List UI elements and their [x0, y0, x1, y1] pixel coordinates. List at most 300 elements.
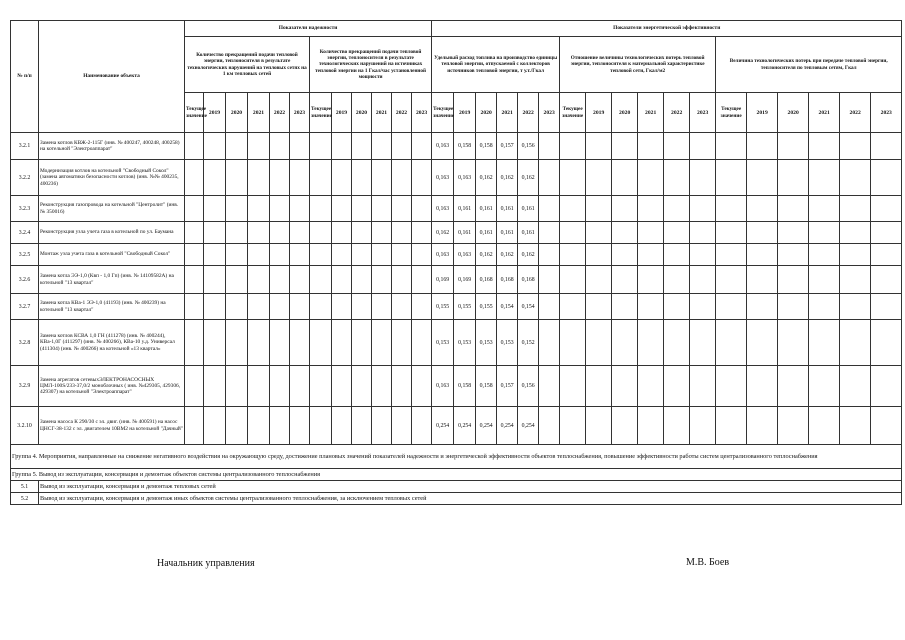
empty-cell — [392, 407, 412, 445]
empty-cell — [612, 294, 638, 320]
empty-cell — [840, 294, 871, 320]
empty-cell — [586, 222, 612, 244]
empty-cell — [332, 133, 352, 160]
year-header: 2020 — [226, 93, 248, 133]
empty-cell — [747, 320, 778, 366]
empty-cell — [539, 366, 560, 407]
object-name: Замена агрегатов сетевыхЭЛЕКТРОНАСОСНЫХ ЦМЛ-100S/233-37,0/2 моноблочных ( инв. №429305, 429306, 429307) на котельной "Электроаппарат" — [39, 366, 185, 407]
fuel-year-value: 0,153 — [476, 320, 497, 366]
empty-cell — [372, 222, 392, 244]
fuel-year-value: 0,155 — [476, 294, 497, 320]
empty-cell — [871, 366, 902, 407]
empty-cell — [226, 244, 248, 266]
empty-cell — [392, 133, 412, 160]
empty-cell — [226, 196, 248, 222]
empty-cell — [226, 320, 248, 366]
year-header: 2020 — [476, 93, 497, 133]
empty-cell — [185, 294, 204, 320]
empty-cell — [840, 366, 871, 407]
fuel-year-value: 0,158 — [454, 366, 476, 407]
empty-cell — [612, 222, 638, 244]
empty-cell — [290, 196, 310, 222]
empty-cell — [612, 320, 638, 366]
object-name: Модернизация котлов на котельной "Свободный Сокол" (замена автоматики безопасности котлов) (инв. №№ 400235, 400236) — [39, 160, 185, 196]
empty-cell — [840, 133, 871, 160]
empty-cell — [372, 366, 392, 407]
header-efficiency: Показатели энергетической эффективности — [432, 21, 902, 37]
empty-cell — [392, 320, 412, 366]
empty-cell — [412, 407, 432, 445]
current-value-header: Текущее значение — [560, 93, 586, 133]
empty-cell — [560, 320, 586, 366]
empty-cell — [560, 196, 586, 222]
fuel-year-value: 0,156 — [518, 366, 539, 407]
row-number: 3.2.2 — [11, 160, 39, 196]
empty-cell — [778, 407, 809, 445]
empty-cell — [270, 222, 290, 244]
empty-cell — [840, 222, 871, 244]
empty-cell — [690, 160, 716, 196]
empty-cell — [840, 244, 871, 266]
object-name: Замена насоса К 290/30 с эл. двиг. (инв. № 400591) на насос ЦНСГ-38-132 с эл. двигателем 10ВМ2 на котельной "Дачный" — [39, 407, 185, 445]
row-number: 3.2.8 — [11, 320, 39, 366]
fuel-year-value: 0,162 — [476, 160, 497, 196]
empty-cell — [809, 320, 840, 366]
year-header: 2022 — [518, 93, 539, 133]
year-header: 2023 — [690, 93, 716, 133]
header-num: № п/п — [11, 21, 39, 133]
empty-cell — [352, 133, 372, 160]
empty-cell — [809, 222, 840, 244]
fuel-year-value: 0,161 — [476, 196, 497, 222]
empty-cell — [290, 320, 310, 366]
empty-cell — [716, 196, 747, 222]
fuel-year-value: 0,155 — [454, 294, 476, 320]
empty-cell — [185, 133, 204, 160]
row-number: 3.2.7 — [11, 294, 39, 320]
group-row-text: Вывод из эксплуатации, консервация и демонтаж тепловых сетей — [39, 481, 902, 493]
empty-cell — [270, 266, 290, 294]
empty-cell — [871, 320, 902, 366]
fuel-year-value: 0,158 — [454, 133, 476, 160]
table-row — [11, 366, 902, 407]
indicator-group-header: Количество прекращений подачи тепловой энергии, теплоносителя в результате технологических нарушений на источниках тепловой энергии на 1 Гкал/час установленной мощности — [310, 37, 432, 93]
year-header: 2023 — [412, 93, 432, 133]
empty-cell — [586, 133, 612, 160]
empty-cell — [638, 160, 664, 196]
empty-cell — [690, 196, 716, 222]
row-number: 3.2.3 — [11, 196, 39, 222]
empty-cell — [392, 244, 412, 266]
empty-cell — [716, 160, 747, 196]
empty-cell — [716, 222, 747, 244]
empty-cell — [226, 294, 248, 320]
empty-cell — [185, 196, 204, 222]
empty-cell — [372, 196, 392, 222]
empty-cell — [310, 294, 332, 320]
empty-cell — [690, 407, 716, 445]
empty-cell — [690, 266, 716, 294]
table-row — [11, 266, 902, 294]
empty-cell — [310, 366, 332, 407]
fuel-current: 0,155 — [432, 294, 454, 320]
indicator-group-header: Удельный расход топлива на производство единицы тепловой энергии, отпускаемой с коллекторов источников тепловой энергии, т у.т./Гкал — [432, 37, 560, 93]
empty-cell — [226, 222, 248, 244]
empty-cell — [248, 244, 270, 266]
empty-cell — [185, 244, 204, 266]
empty-cell — [290, 294, 310, 320]
empty-cell — [185, 266, 204, 294]
fuel-year-value: 0,254 — [454, 407, 476, 445]
empty-cell — [778, 320, 809, 366]
year-header: 2020 — [778, 93, 809, 133]
empty-cell — [310, 196, 332, 222]
fuel-year-value: 0,161 — [518, 196, 539, 222]
empty-cell — [372, 266, 392, 294]
empty-cell — [352, 160, 372, 196]
empty-cell — [747, 266, 778, 294]
fuel-year-value: 0,153 — [454, 320, 476, 366]
year-header: 2023 — [871, 93, 902, 133]
empty-cell — [412, 320, 432, 366]
empty-cell — [560, 133, 586, 160]
empty-cell — [840, 266, 871, 294]
fuel-current: 0,163 — [432, 133, 454, 160]
empty-cell — [560, 160, 586, 196]
empty-cell — [248, 320, 270, 366]
empty-cell — [560, 366, 586, 407]
table-row — [11, 294, 902, 320]
empty-cell — [638, 196, 664, 222]
empty-cell — [664, 133, 690, 160]
year-header: 2019 — [586, 93, 612, 133]
empty-cell — [871, 196, 902, 222]
empty-cell — [248, 266, 270, 294]
object-name: Замена котла КВа-1 ЭЭ-1,0 (41193) (инв. № 400239) на котельной "13 квартал" — [39, 294, 185, 320]
empty-cell — [185, 407, 204, 445]
empty-cell — [778, 160, 809, 196]
empty-cell — [270, 366, 290, 407]
year-header: 2022 — [664, 93, 690, 133]
object-name: Замена котла ЭЭ-1,0 (Квп - 1,0 Гп) (инв. № 14109582А) на котельной "13 квартал" — [39, 266, 185, 294]
empty-cell — [638, 294, 664, 320]
group-row — [11, 481, 902, 493]
fuel-current: 0,163 — [432, 196, 454, 222]
empty-cell — [372, 294, 392, 320]
fuel-year-value: 0,161 — [454, 196, 476, 222]
empty-cell — [586, 366, 612, 407]
row-number: 3.2.4 — [11, 222, 39, 244]
empty-cell — [560, 407, 586, 445]
object-name: Реконструкция узла учета газа в котельной по ул. Баумана — [39, 222, 185, 244]
empty-cell — [226, 366, 248, 407]
empty-cell — [185, 320, 204, 366]
empty-cell — [560, 294, 586, 320]
empty-cell — [270, 133, 290, 160]
fuel-year-value: 0,162 — [497, 244, 518, 266]
indicator-group-header: Количество прекращений подачи тепловой энергии, теплоносителя в результате технологических нарушений на тепловых сетях на 1 км тепловых сетей — [185, 37, 310, 93]
current-value-header: Текущее значение — [310, 93, 332, 133]
empty-cell — [539, 294, 560, 320]
empty-cell — [809, 266, 840, 294]
empty-cell — [871, 294, 902, 320]
fuel-year-value: 0,163 — [454, 160, 476, 196]
empty-cell — [586, 407, 612, 445]
empty-cell — [809, 196, 840, 222]
fuel-year-value: 0,254 — [518, 407, 539, 445]
empty-cell — [871, 160, 902, 196]
empty-cell — [372, 320, 392, 366]
empty-cell — [539, 407, 560, 445]
empty-cell — [352, 222, 372, 244]
empty-cell — [612, 407, 638, 445]
empty-cell — [290, 407, 310, 445]
empty-cell — [392, 366, 412, 407]
empty-cell — [290, 366, 310, 407]
fuel-year-value: 0,152 — [518, 320, 539, 366]
empty-cell — [204, 366, 226, 407]
empty-cell — [392, 196, 412, 222]
fuel-year-value: 0,161 — [518, 222, 539, 244]
year-header: 2022 — [392, 93, 412, 133]
fuel-year-value: 0,168 — [518, 266, 539, 294]
empty-cell — [539, 320, 560, 366]
empty-cell — [270, 160, 290, 196]
empty-cell — [716, 320, 747, 366]
group-row — [11, 493, 902, 505]
empty-cell — [840, 160, 871, 196]
empty-cell — [204, 266, 226, 294]
empty-cell — [248, 133, 270, 160]
empty-cell — [204, 320, 226, 366]
table-row — [11, 160, 902, 196]
empty-cell — [270, 294, 290, 320]
empty-cell — [778, 244, 809, 266]
empty-cell — [539, 133, 560, 160]
fuel-year-value: 0,254 — [497, 407, 518, 445]
year-header: 2019 — [747, 93, 778, 133]
group-row-number: 5.1 — [11, 481, 39, 493]
empty-cell — [352, 320, 372, 366]
empty-cell — [270, 196, 290, 222]
empty-cell — [638, 266, 664, 294]
object-name: Замена котлов КВЖ-2-115Г (инв. № 400247, 400248, 400258) на котельной "Электроаппарат" — [39, 133, 185, 160]
current-value-header: Текущее значение — [432, 93, 454, 133]
fuel-year-value: 0,161 — [454, 222, 476, 244]
current-value-header: Текущее значение — [185, 93, 204, 133]
table-row — [11, 196, 902, 222]
fuel-year-value: 0,168 — [497, 266, 518, 294]
empty-cell — [690, 320, 716, 366]
fuel-year-value: 0,157 — [497, 366, 518, 407]
empty-cell — [412, 196, 432, 222]
empty-cell — [638, 366, 664, 407]
empty-cell — [248, 407, 270, 445]
empty-cell — [372, 160, 392, 196]
empty-cell — [204, 407, 226, 445]
empty-cell — [638, 320, 664, 366]
empty-cell — [612, 244, 638, 266]
empty-cell — [332, 407, 352, 445]
empty-cell — [778, 294, 809, 320]
empty-cell — [809, 407, 840, 445]
header-row-1 — [11, 21, 902, 37]
empty-cell — [664, 244, 690, 266]
fuel-current: 0,169 — [432, 266, 454, 294]
empty-cell — [664, 366, 690, 407]
empty-cell — [690, 366, 716, 407]
empty-cell — [871, 133, 902, 160]
row-number: 3.2.5 — [11, 244, 39, 266]
signature-title: Начальник управления — [157, 558, 255, 569]
empty-cell — [690, 133, 716, 160]
empty-cell — [392, 266, 412, 294]
empty-cell — [226, 266, 248, 294]
signer-name: М.В. Боев — [686, 557, 730, 568]
empty-cell — [560, 222, 586, 244]
empty-cell — [586, 320, 612, 366]
empty-cell — [290, 244, 310, 266]
empty-cell — [716, 294, 747, 320]
fuel-year-value: 0,154 — [518, 294, 539, 320]
empty-cell — [412, 160, 432, 196]
empty-cell — [612, 266, 638, 294]
empty-cell — [332, 294, 352, 320]
empty-cell — [747, 133, 778, 160]
empty-cell — [747, 160, 778, 196]
empty-cell — [310, 222, 332, 244]
year-header: 2021 — [638, 93, 664, 133]
fuel-current: 0,254 — [432, 407, 454, 445]
empty-cell — [290, 222, 310, 244]
empty-cell — [204, 133, 226, 160]
empty-cell — [372, 407, 392, 445]
fuel-year-value: 0,162 — [497, 160, 518, 196]
empty-cell — [747, 244, 778, 266]
header-reliability: Показатели надежности — [185, 21, 432, 37]
empty-cell — [638, 222, 664, 244]
empty-cell — [248, 366, 270, 407]
year-header: 2019 — [204, 93, 226, 133]
year-header: 2021 — [372, 93, 392, 133]
empty-cell — [664, 320, 690, 366]
empty-cell — [809, 160, 840, 196]
empty-cell — [310, 244, 332, 266]
empty-cell — [664, 266, 690, 294]
year-header: 2021 — [497, 93, 518, 133]
empty-cell — [332, 222, 352, 244]
year-header: 2023 — [290, 93, 310, 133]
empty-cell — [248, 222, 270, 244]
fuel-year-value: 0,161 — [476, 222, 497, 244]
empty-cell — [226, 133, 248, 160]
fuel-year-value: 0,168 — [476, 266, 497, 294]
empty-cell — [185, 366, 204, 407]
group-row-text: Группа 4. Мероприятия, направленные на снижение негативного воздействия на окружающую среду, достижение плановых значений показателей надежности и энергетической эффективности объектов теплоснабжения, повышение эффективности работы систем централизованного теплоснабжения — [11, 445, 902, 469]
empty-cell — [778, 196, 809, 222]
fuel-year-value: 0,162 — [518, 244, 539, 266]
empty-cell — [747, 222, 778, 244]
indicator-group-header: Отношение величины технологических потерь тепловой энергии, теплоносителя к материальной характеристике тепловой сети, Гкал/м2 — [560, 37, 716, 93]
empty-cell — [290, 133, 310, 160]
empty-cell — [716, 407, 747, 445]
empty-cell — [392, 160, 412, 196]
fuel-year-value: 0,158 — [476, 133, 497, 160]
empty-cell — [809, 366, 840, 407]
empty-cell — [690, 222, 716, 244]
empty-cell — [352, 366, 372, 407]
fuel-current: 0,153 — [432, 320, 454, 366]
indicators-table — [10, 20, 902, 505]
empty-cell — [586, 196, 612, 222]
empty-cell — [612, 196, 638, 222]
empty-cell — [310, 160, 332, 196]
empty-cell — [560, 266, 586, 294]
group-row-number: 5.2 — [11, 493, 39, 505]
empty-cell — [716, 366, 747, 407]
document-page — [10, 20, 902, 505]
empty-cell — [352, 294, 372, 320]
table-row — [11, 222, 902, 244]
empty-cell — [185, 222, 204, 244]
empty-cell — [204, 294, 226, 320]
year-header: 2021 — [248, 93, 270, 133]
empty-cell — [270, 320, 290, 366]
empty-cell — [871, 407, 902, 445]
empty-cell — [392, 222, 412, 244]
empty-cell — [809, 294, 840, 320]
header-name: Наименование объекта — [39, 21, 185, 133]
group-row — [11, 469, 902, 481]
empty-cell — [352, 244, 372, 266]
fuel-year-value: 0,161 — [497, 196, 518, 222]
year-header: 2021 — [809, 93, 840, 133]
empty-cell — [612, 366, 638, 407]
empty-cell — [332, 160, 352, 196]
object-name: Реконструкция газопровода на котельной "Центролит" (инв. № 350016) — [39, 196, 185, 222]
year-header: 2022 — [840, 93, 871, 133]
empty-cell — [412, 266, 432, 294]
empty-cell — [310, 407, 332, 445]
empty-cell — [310, 320, 332, 366]
empty-cell — [270, 407, 290, 445]
empty-cell — [664, 222, 690, 244]
empty-cell — [747, 196, 778, 222]
empty-cell — [586, 160, 612, 196]
empty-cell — [690, 294, 716, 320]
empty-cell — [716, 244, 747, 266]
empty-cell — [664, 160, 690, 196]
current-value-header: Текущее значение — [716, 93, 747, 133]
empty-cell — [290, 160, 310, 196]
empty-cell — [332, 196, 352, 222]
empty-cell — [248, 294, 270, 320]
fuel-year-value: 0,161 — [497, 222, 518, 244]
empty-cell — [586, 294, 612, 320]
empty-cell — [310, 266, 332, 294]
empty-cell — [664, 294, 690, 320]
fuel-year-value: 0,162 — [476, 244, 497, 266]
empty-cell — [412, 222, 432, 244]
row-number: 3.2.1 — [11, 133, 39, 160]
empty-cell — [539, 196, 560, 222]
empty-cell — [332, 320, 352, 366]
empty-cell — [392, 294, 412, 320]
empty-cell — [412, 133, 432, 160]
fuel-year-value: 0,154 — [497, 294, 518, 320]
empty-cell — [612, 133, 638, 160]
empty-cell — [716, 266, 747, 294]
